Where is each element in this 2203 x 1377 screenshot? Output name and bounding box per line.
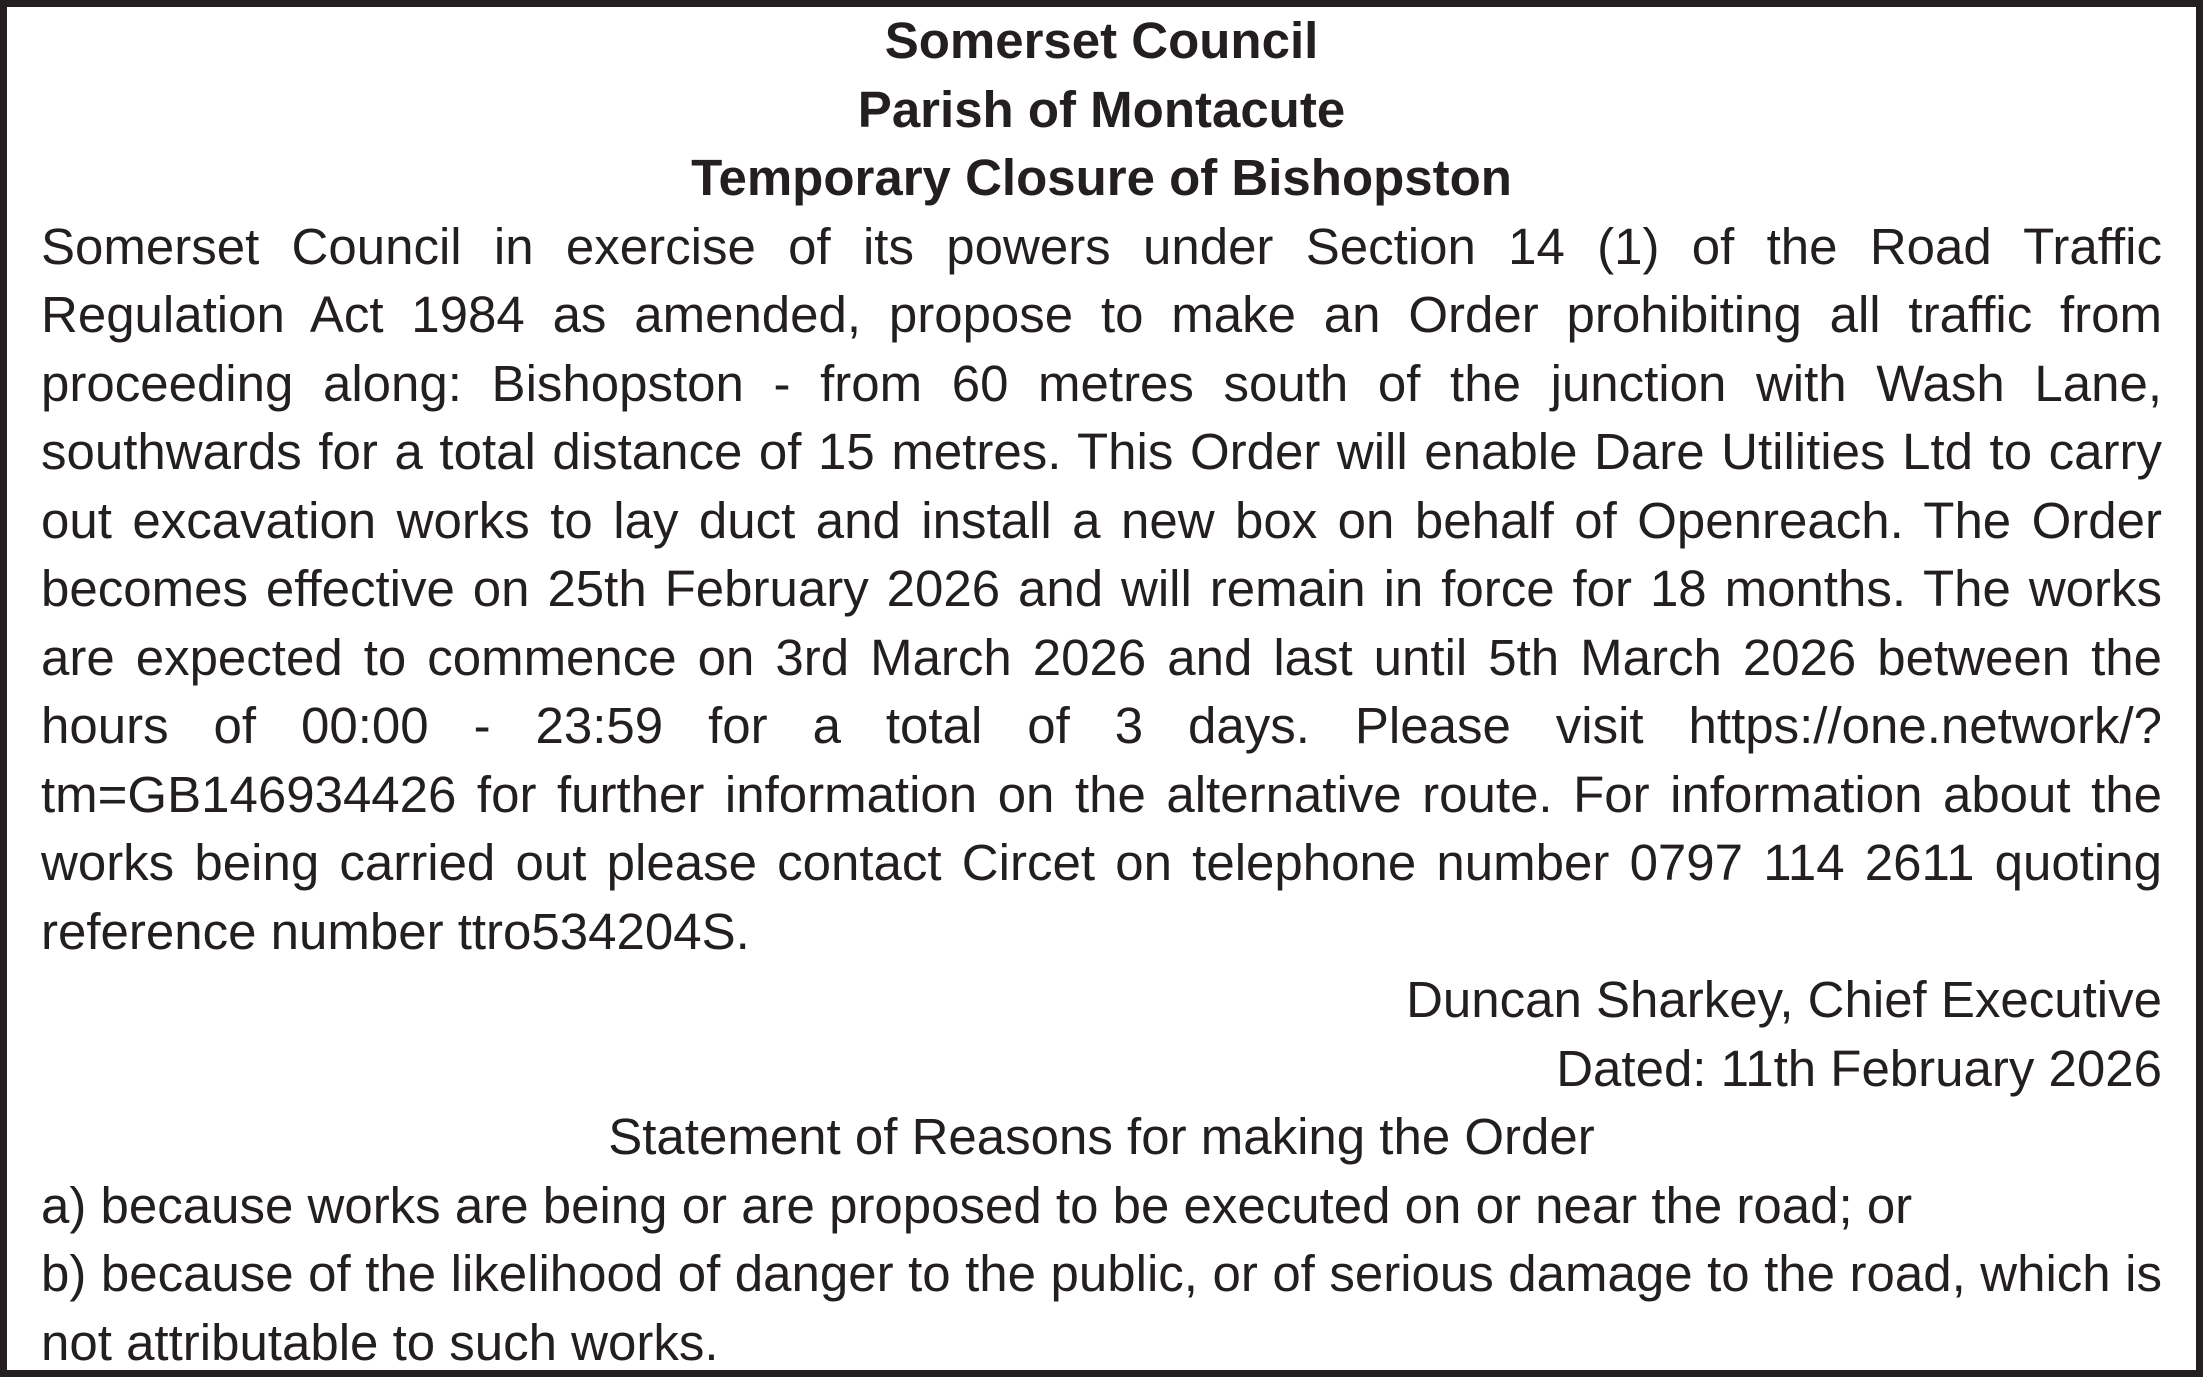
reason-b: b) because of the likelihood of danger to the public, or of serious damage to the road, which is not attributable to such works.	[41, 1245, 2162, 1371]
signatory-line: Duncan Sharkey, Chief Executive	[1406, 971, 2162, 1028]
reasons-title: Statement of Reasons for making the Order	[608, 1108, 1595, 1165]
reason-a: a) because works are being or are proposed to be executed on or near the road; or	[41, 1176, 1913, 1234]
council-name-heading: Somerset Council	[884, 12, 1319, 69]
notice-body-text: Somerset Council in exercise of its powers under Section 14 (1) of the Road Traffic Regulation Act 1984 as amended, propose to make an Order prohibiting all traffic from proceeding along: Bishopston - from 60 metres south of the junction with Wash Lane, southwards for a total distance of 15 metres. This Order will enable Dare Utilities Ltd to carry out excavation works to lay duct and install a new box on behalf of Openreach. The Order becomes effective on 25th February 2026 and will remain in force for 18 months. The works are expected to commence on 3rd March 2026 and last until 5th March 2026 between the hours of 00:00 - 23:59 for a total of 3 days. Please visit https://one.network/?tm=GB146934426 for further information on the alternative route. For information about the works being carried out please contact Circet on telephone number 0797 114 2611 quoting reference number ttro534204S.	[41, 217, 2162, 960]
closure-title-heading: Temporary Closure of Bishopston	[691, 149, 1512, 206]
parish-heading: Parish of Montacute	[857, 80, 1346, 138]
dated-line: Dated: 11th February 2026	[1556, 1039, 2162, 1097]
